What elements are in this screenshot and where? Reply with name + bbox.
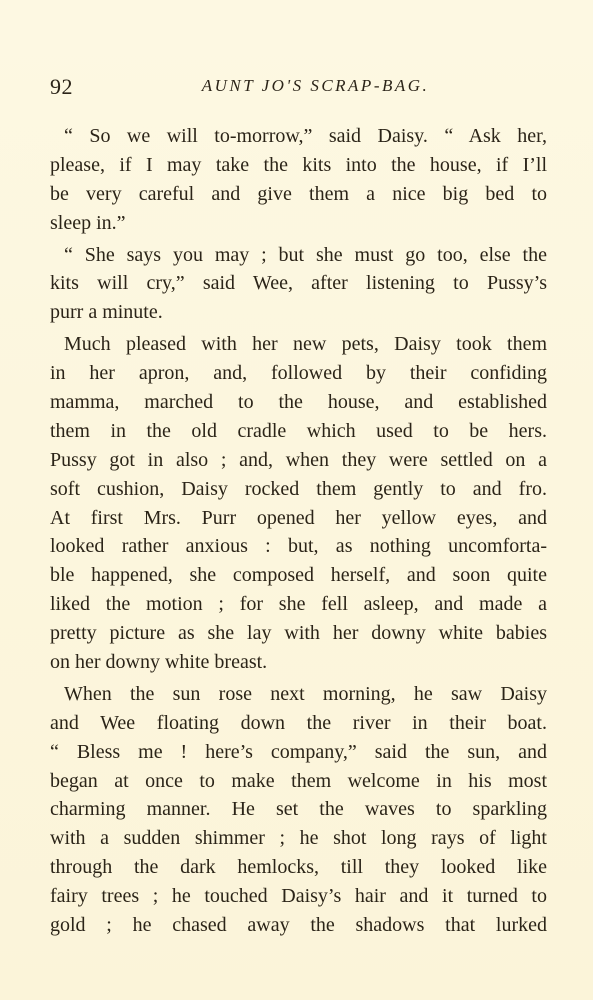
text-line: “ She says you may ; but she must go too, else the	[64, 243, 547, 266]
text-line: soft cushion, Daisy rocked them gently to and fro.	[50, 477, 547, 500]
text-line: please, if I may take the kits into the house, if I’ll	[50, 153, 547, 176]
text-line: liked the motion ; for she fell asleep, and made a	[50, 593, 547, 616]
text-line: gold ; he chased away the shadows that lurked	[50, 914, 547, 937]
text-line: mamma, marched to the house, and established	[50, 391, 547, 414]
running-head	[50, 74, 547, 104]
text-line: Pussy got in also ; and, when they were settled on a	[50, 448, 547, 471]
text-line: pretty picture as she lay with her downy white babies	[50, 622, 547, 645]
page-number: 92	[50, 74, 73, 99]
text-line: charming manner. He set the waves to sparkling	[50, 798, 547, 821]
text-line: and Wee floating down the river in their boat.	[50, 711, 547, 734]
text-line: looked rather anxious : but, as nothing uncomforta-	[50, 535, 547, 558]
text-line: with a sudden shimmer ; he shot long rays of light	[50, 827, 547, 850]
text-line: in her apron, and, followed by their confiding	[50, 362, 547, 385]
text-line: on her downy white breast.	[50, 651, 268, 674]
text-line: them in the old cradle which used to be hers.	[50, 419, 547, 442]
text-line: kits will cry,” said Wee, after listening to Pussy’s	[50, 272, 547, 295]
text-line: be very careful and give them a nice big bed to	[50, 182, 547, 205]
text-line: fairy trees ; he touched Daisy’s hair and it turned to	[50, 885, 547, 908]
text-line: When the sun rose next morning, he saw Daisy	[64, 682, 547, 705]
text-line: purr a minute.	[50, 301, 163, 324]
text-line: began at once to make them welcome in his most	[50, 769, 547, 792]
text-line: sleep in.”	[50, 211, 126, 234]
body-text	[50, 122, 547, 940]
text-line: “ Bless me ! here’s company,” said the sun, and	[50, 740, 547, 763]
text-line: “ So we will to-morrow,” said Daisy. “ Ask her,	[64, 125, 547, 147]
text-line: Much pleased with her new pets, Daisy took them	[64, 333, 547, 356]
text-line: through the dark hemlocks, till they looked like	[50, 856, 547, 879]
text-line: ble happened, she composed herself, and soon quite	[50, 564, 547, 587]
book-title: AUNT JO'S SCRAP-BAG.	[201, 76, 430, 95]
text-line: At first Mrs. Purr opened her yellow eyes, and	[50, 506, 547, 529]
